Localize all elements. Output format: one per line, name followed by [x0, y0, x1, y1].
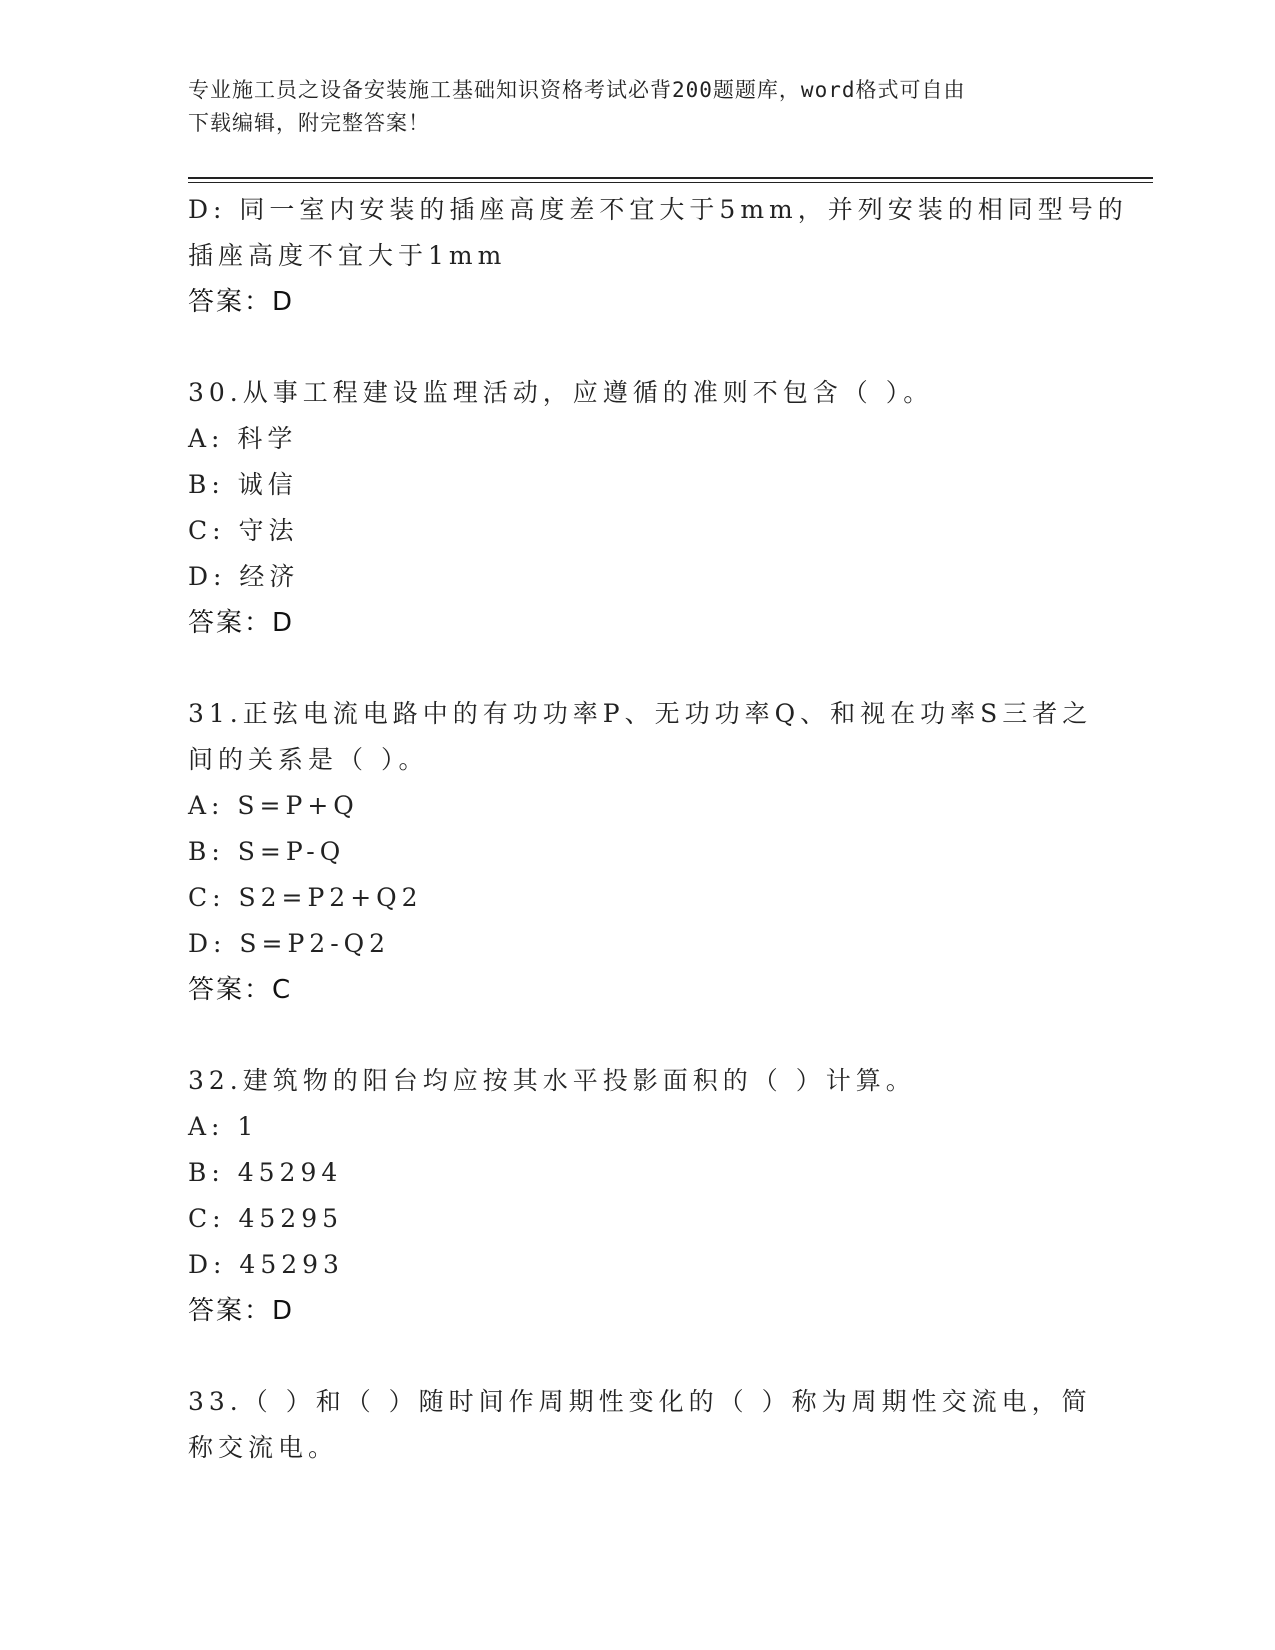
question-stem: 31.正弦电流电路中的有功功率P、无功功率Q、和视在功率S三者之	[188, 699, 1093, 728]
question-32	[188, 1058, 1068, 1334]
question-spacer	[188, 1334, 1068, 1379]
question-stem: 30.从事工程建设监理活动，应遵循的准则不包含（ ）。	[188, 378, 934, 407]
question-30	[188, 370, 1068, 646]
option-d: D: 经济	[188, 562, 300, 591]
option-a: A: 1	[188, 1112, 259, 1141]
header-line-1: 专业施工员之设备安装施工基础知识资格考试必背200题题库，word格式可自由	[188, 78, 966, 102]
header-divider-thick	[188, 177, 1153, 179]
option-d: D: 45293	[188, 1250, 344, 1279]
question-stem: 33.（ ）和（ ）随时间作周期性变化的（ ）称为周期性交流电，简	[188, 1387, 1092, 1416]
header-line-2: 下载编辑，附完整答案！	[188, 111, 430, 135]
option-b: B: 诚信	[188, 470, 298, 499]
option-a: A: 科学	[188, 424, 298, 453]
option-b: B: 45294	[188, 1158, 343, 1187]
question-33	[188, 1379, 1092, 1471]
option-line: D: 同一室内安装的插座高度差不宜大于5mm，并列安装的相同型号的	[188, 195, 1128, 224]
question-stem-continued: 间的关系是（ ）。	[188, 745, 429, 774]
question-stem-continued: 称交流电。	[188, 1433, 339, 1462]
question-29-fragment	[188, 187, 1128, 325]
question-spacer	[188, 325, 1068, 370]
option-line: 插座高度不宜大于1mm	[188, 241, 507, 270]
answer-line: 答案：C	[188, 975, 293, 1005]
answer-line: 答案：D	[188, 608, 295, 638]
option-c: C: 守法	[188, 516, 299, 545]
document-header	[188, 74, 1068, 140]
question-31	[188, 691, 1093, 1013]
option-b: B: S=P-Q	[188, 837, 346, 866]
option-d: D: S=P2-Q2	[188, 929, 391, 958]
answer-line: 答案：D	[188, 1296, 295, 1326]
question-list	[188, 187, 1128, 1471]
answer-line: 答案：D	[188, 287, 295, 317]
option-a: A: S=P+Q	[188, 791, 359, 820]
option-c: C: S2=P2+Q2	[188, 883, 423, 912]
header-divider-thin	[188, 182, 1153, 183]
question-stem: 32.建筑物的阳台均应按其水平投影面积的（ ）计算。	[188, 1066, 916, 1095]
option-c: C: 45295	[188, 1204, 344, 1233]
question-spacer	[188, 1013, 1068, 1058]
question-spacer	[188, 646, 1068, 691]
